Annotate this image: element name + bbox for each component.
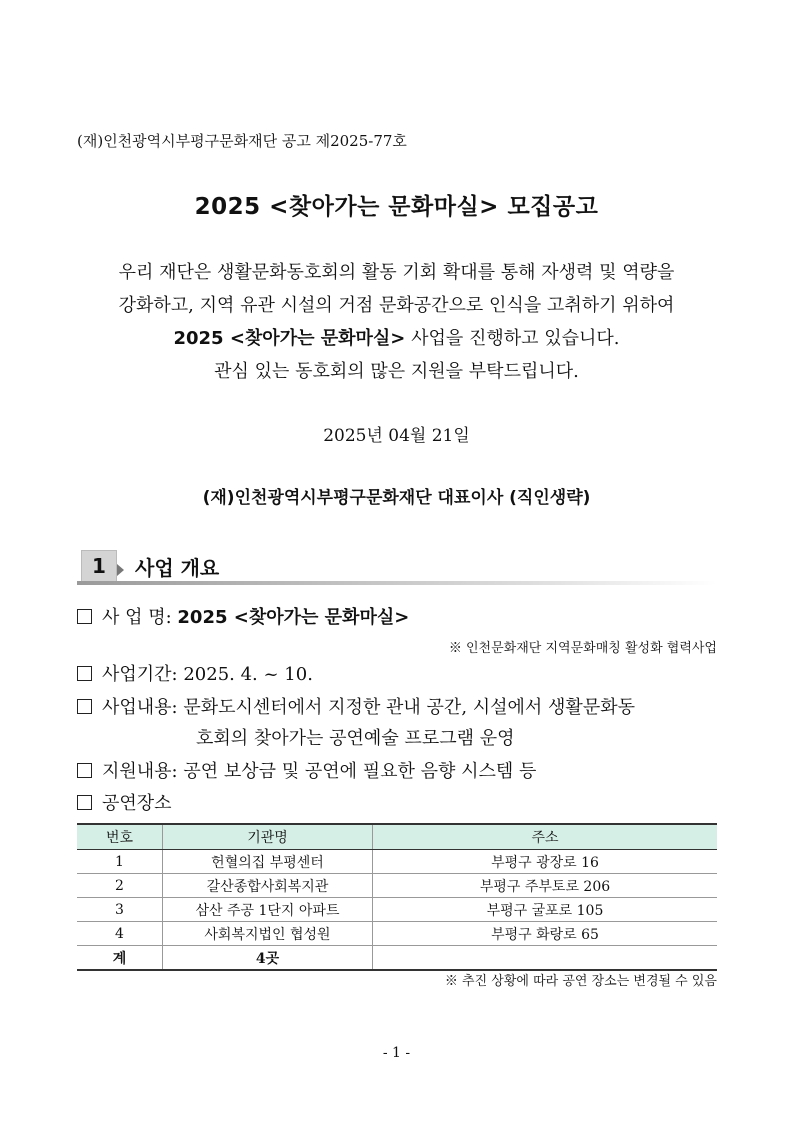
notice-date: 2025년 04월 21일 — [323, 426, 470, 446]
header-number: 번호 — [77, 824, 163, 850]
project-name-value: 2025 <찾아가는 문화마실> — [177, 607, 410, 628]
triangle-arrow-icon — [117, 564, 124, 576]
cell-institution: 헌혈의집 부평센터 — [163, 850, 373, 874]
intro-paragraph — [70, 256, 723, 388]
period-text: 사업기간: 2025. 4. ~ 10. — [102, 664, 313, 685]
table-row — [77, 850, 717, 874]
table-header-row — [77, 824, 717, 850]
intro-line-4: 관심 있는 동호회의 많은 지원을 부탁드립니다. — [214, 361, 579, 382]
project-name-label: 사 업 명: — [102, 607, 178, 628]
content-line-2: 호회의 찾아가는 공연예술 프로그램 운영 — [196, 728, 515, 749]
checkbox-square-icon — [77, 699, 92, 714]
cell-institution: 사회복지법인 협성원 — [163, 922, 373, 946]
header-institution: 기관명 — [163, 824, 373, 850]
intro-line-1: 우리 재단은 생활문화동호회의 활동 기회 확대를 통해 자생력 및 역량을 — [118, 262, 675, 283]
cell-address: 부평구 광장로 16 — [373, 850, 718, 874]
checkbox-square-icon — [77, 666, 92, 681]
total-count: 4곳 — [163, 946, 373, 971]
item-project-name — [77, 603, 409, 629]
item-period — [77, 660, 313, 686]
cell-institution: 삼산 주공 1단지 아파트 — [163, 898, 373, 922]
footnote: ※ 추진 상황에 따라 공연 장소는 변경될 수 있음 — [444, 974, 717, 989]
cell-number: 3 — [77, 898, 163, 922]
intro-line-3-rest: 사업을 진행하고 있습니다. — [405, 328, 620, 349]
cell-number: 2 — [77, 874, 163, 898]
project-note: ※ 인천문화재단 지역문화매칭 활성화 협력사업 — [448, 641, 717, 656]
cell-institution: 갈산종합사회복지관 — [163, 874, 373, 898]
item-venue — [77, 789, 172, 815]
signer: (재)인천광역시부평구문화재단 대표이사 (직인생략) — [202, 488, 591, 508]
venue-label: 공연장소 — [102, 793, 172, 814]
checkbox-square-icon — [77, 795, 92, 810]
content-line-1: 사업내용: 문화도시센터에서 지정한 관내 공간, 시설에서 생활문화동 — [102, 697, 635, 718]
support-text: 지원내용: 공연 보상금 및 공연에 필요한 음향 시스템 등 — [102, 761, 537, 782]
notice-number: (재)인천광역시부평구문화재단 공고 제2025-77호 — [77, 132, 407, 150]
cell-address: 부평구 굴포로 105 — [373, 898, 718, 922]
intro-line-2: 강화하고, 지역 유관 시설의 거점 문화공간으로 인식을 고취하기 위하여 — [118, 295, 675, 316]
table-row — [77, 898, 717, 922]
venue-table — [77, 823, 717, 971]
table-row — [77, 874, 717, 898]
page-number: - 1 - — [382, 1045, 411, 1061]
document-title: 2025 <찾아가는 문화마실> 모집공고 — [194, 194, 599, 220]
section-underline — [77, 581, 717, 585]
header-address: 주소 — [373, 824, 718, 850]
cell-address: 부평구 주부토로 206 — [373, 874, 718, 898]
checkbox-square-icon — [77, 763, 92, 778]
total-empty — [373, 946, 718, 971]
checkbox-square-icon — [77, 609, 92, 624]
cell-number: 1 — [77, 850, 163, 874]
table-total-row — [77, 946, 717, 971]
table-row — [77, 922, 717, 946]
item-content — [77, 693, 635, 719]
section-number: 1 — [81, 550, 117, 582]
intro-line-3 — [70, 322, 723, 355]
total-label: 계 — [77, 946, 163, 971]
section-heading — [77, 550, 717, 588]
section-title: 사업 개요 — [135, 556, 220, 580]
intro-project-name: 2025 <찾아가는 문화마실> — [173, 328, 406, 349]
cell-address: 부평구 화랑로 65 — [373, 922, 718, 946]
cell-number: 4 — [77, 922, 163, 946]
item-support — [77, 757, 536, 783]
